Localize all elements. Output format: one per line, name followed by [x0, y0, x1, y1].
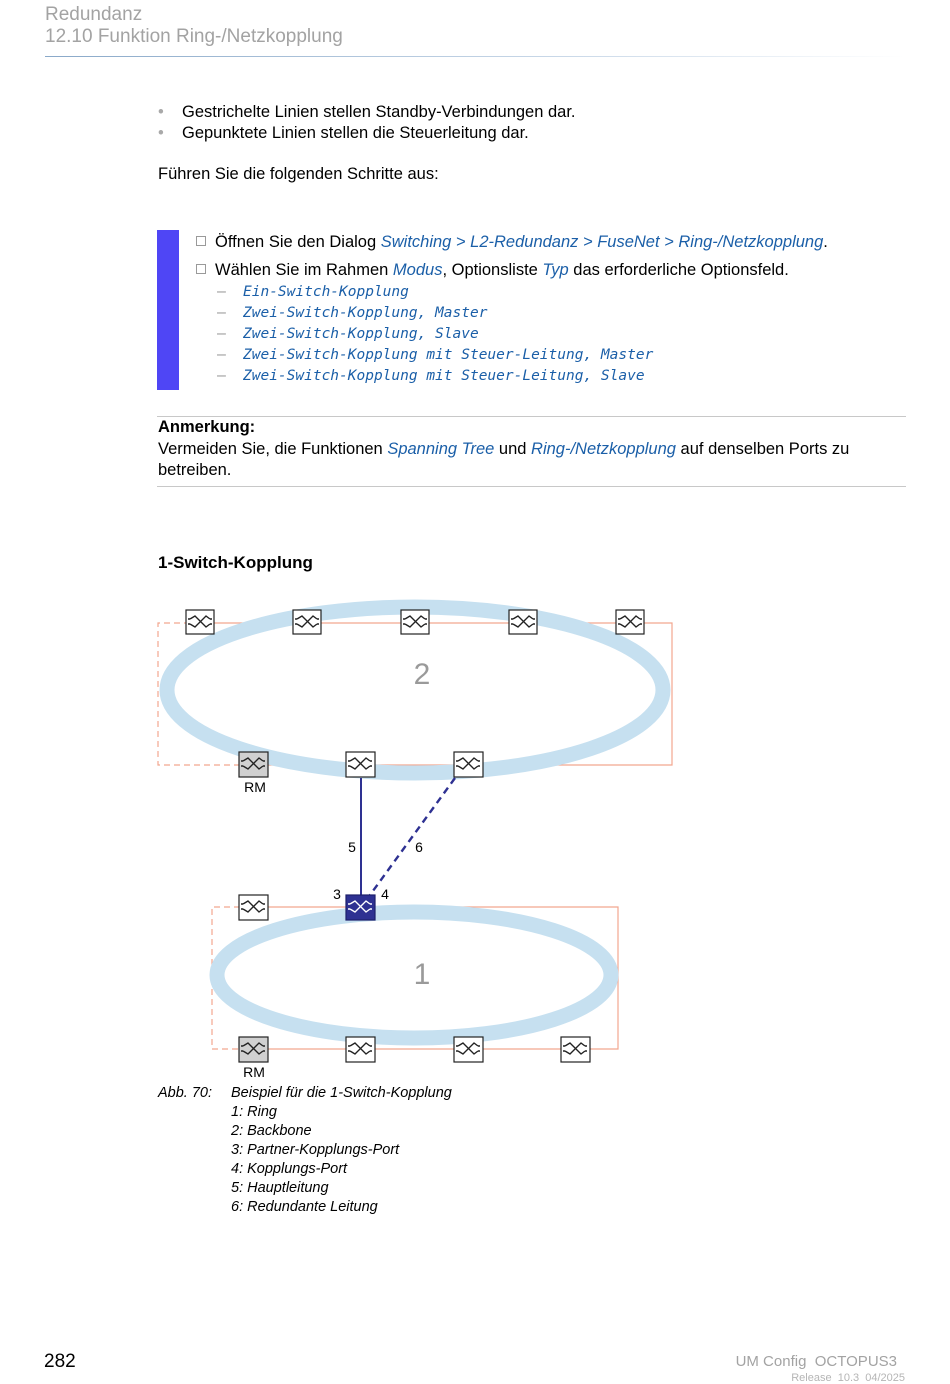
header-section: 12.10 Funktion Ring-/Netzkopplung — [45, 26, 343, 47]
caption-label: Abb. 70: — [158, 1085, 213, 1101]
note-bottom-rule — [157, 486, 906, 487]
note-title: Anmerkung: — [158, 418, 256, 436]
partner-port-label: 3 — [333, 886, 341, 902]
note-term-ring-coupling: Ring-/Netzkopplung — [531, 440, 676, 458]
coupling-switch-icon — [346, 895, 375, 920]
redundant-line — [370, 778, 455, 895]
rm-switch-icon — [239, 752, 268, 777]
page-number: 282 — [44, 1351, 76, 1372]
bullet-icon: • — [158, 124, 164, 142]
caption-line: 2: Backbone — [231, 1123, 312, 1139]
list-item: – Zwei-Switch-Kopplung mit Steuer-Leitung, Slave — [217, 367, 645, 384]
caption-line: 6: Redundante Leitung — [231, 1199, 378, 1215]
switch-icon — [509, 610, 537, 634]
list-item: – Zwei-Switch-Kopplung mit Steuer-Leitung, Master — [217, 346, 654, 363]
caption-line: 1: Ring — [231, 1104, 277, 1120]
ring-lower-label: 1 — [413, 958, 431, 991]
dialog-path-link[interactable]: Switching > L2-Redundanz > FuseNet > Ring-/Netzkopplung — [380, 233, 824, 251]
switch-icon — [401, 610, 429, 634]
switch-icon — [561, 1037, 590, 1062]
caption-line: 4: Kopplungs-Port — [231, 1161, 348, 1177]
bullet-icon: • — [158, 103, 164, 121]
switch-icon — [346, 1037, 375, 1062]
rm-switch-icon — [239, 1037, 268, 1062]
note-term-spanning-tree: Spanning Tree — [387, 440, 495, 458]
list-item: – Zwei-Switch-Kopplung, Slave — [217, 325, 479, 342]
switch-icon — [293, 610, 321, 634]
dash-icon: – — [217, 304, 226, 321]
dash-icon: – — [217, 367, 226, 384]
switch-icon — [454, 752, 483, 777]
checkbox-icon — [196, 236, 206, 246]
intro-text: Führen Sie die folgenden Schritte aus: — [158, 165, 439, 183]
switch-icon — [346, 752, 375, 777]
note-body: Vermeiden Sie, die Funktionen Spanning Tree und Ring-/Netzkopplung auf denselben Ports zu betreiben. — [158, 440, 850, 479]
footer-title: UM Config OCTOPUS3 — [735, 1353, 897, 1370]
switch-icon — [239, 895, 268, 920]
instruction-bar — [157, 230, 179, 390]
caption-text — [231, 1084, 452, 1217]
switch-icon — [616, 610, 644, 634]
caption-line: Beispiel für die 1-Switch-Kopplung — [231, 1085, 452, 1101]
header-rule — [45, 56, 905, 57]
caption-line: 5: Hauptleitung — [231, 1180, 329, 1196]
footer-release: Release 10.3 04/2025 — [791, 1372, 905, 1384]
section-title: 1-Switch-Kopplung — [158, 553, 313, 572]
rm-upper-label: RM — [244, 779, 266, 795]
note-top-rule — [157, 416, 906, 417]
step-open-dialog: Öffnen Sie den Dialog Switching > L2-Redundanz > FuseNet > Ring-/Netzkopplung. — [196, 232, 828, 253]
frame-modus-term: Modus — [392, 261, 443, 279]
list-item: – Ein-Switch-Kopplung — [217, 283, 409, 300]
rm-lower-label: RM — [243, 1064, 265, 1080]
step-select-option: Wählen Sie im Rahmen Modus, Optionsliste Typ das erforderliche Optionsfeld. — [196, 260, 789, 281]
dash-icon: – — [217, 283, 226, 300]
list-item: – Zwei-Switch-Kopplung, Master — [217, 304, 488, 321]
switch-icon — [454, 1037, 483, 1062]
header-chapter: Redundanz — [45, 4, 143, 25]
list-item: • Gestrichelte Linien stellen Standby-Verbindungen dar. — [158, 103, 576, 121]
option-list — [217, 281, 653, 386]
caption-line: 3: Partner-Kopplungs-Port — [231, 1142, 400, 1158]
checkbox-icon — [196, 264, 206, 274]
list-typ-term: Typ — [542, 261, 569, 279]
bullet-list — [158, 102, 576, 144]
redundant-line-label: 6 — [415, 839, 423, 855]
ring-coupling-diagram — [150, 595, 690, 1085]
dash-icon: – — [217, 346, 226, 363]
coupling-port-label: 4 — [381, 886, 389, 902]
main-line-label: 5 — [348, 839, 356, 855]
dash-icon: – — [217, 325, 226, 342]
ring-upper-label: 2 — [413, 658, 431, 691]
switch-icon — [186, 610, 214, 634]
list-item: • Gepunktete Linien stellen die Steuerleitung dar. — [158, 124, 529, 142]
